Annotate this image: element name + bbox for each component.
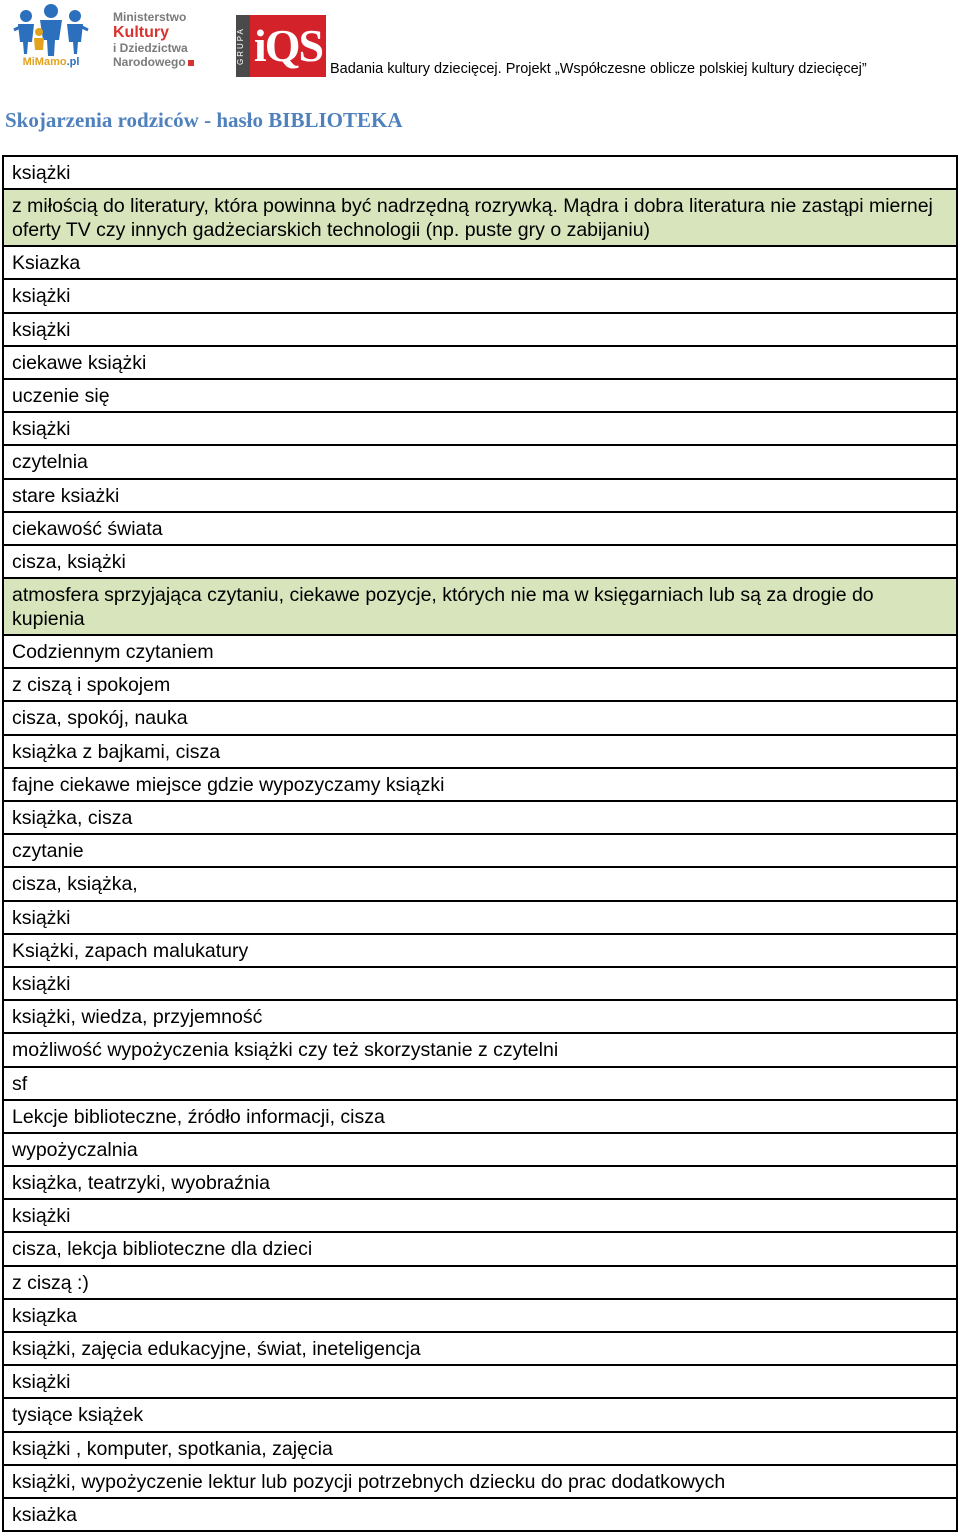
table-row: książka z bajkami, cisza	[2, 736, 958, 769]
table-row: możliwość wypożyczenia książki czy też skorzystanie z czytelni	[2, 1034, 958, 1067]
table-row: książki, wypożyczenie lektur lub pozycji potrzebnych dziecku do prac dodatkowych	[2, 1466, 958, 1499]
table-row: atmosfera sprzyjająca czytaniu, ciekawe pozycje, których nie ma w księgarniach lub są za drogie do kupienia	[2, 579, 958, 636]
ministry-logo	[113, 10, 223, 74]
table-row: z miłością do literatury, która powinna być nadrzędną rozrywką. Mądra i dobra literatura nie zastąpi miernej oferty TV czy innych gadżeciarskich technologii (np. puste gry o zabijaniu)	[2, 190, 958, 247]
ministry-line-4: Narodowego	[113, 55, 223, 69]
header-caption: Badania kultury dziecięcej. Projekt „Współczesne oblicze polskiej kultury dziecięcej”	[330, 61, 867, 77]
table-row: ciekawość świata	[2, 513, 958, 546]
table-row: Codziennym czytaniem	[2, 636, 958, 669]
ministry-line-1: Ministerstwo	[113, 10, 187, 24]
table-row: wypożyczalnia	[2, 1134, 958, 1167]
iqs-side-label: GRUPA	[236, 15, 250, 77]
family-figures-icon	[12, 2, 90, 58]
table-row: uczenie się	[2, 380, 958, 413]
table-row: czytanie	[2, 835, 958, 868]
table-row: książki	[2, 902, 958, 935]
table-row: książki	[2, 1200, 958, 1233]
answers-table	[2, 155, 958, 1532]
ministry-line-3: i Dziedzictwa	[113, 41, 188, 55]
table-row: fajne ciekawe miejsce gdzie wypozyczamy ksiązki	[2, 769, 958, 802]
table-row: książki	[2, 968, 958, 1001]
table-row: ksiązka	[2, 1300, 958, 1333]
table-row: książki	[2, 314, 958, 347]
table-row: cisza, książka,	[2, 868, 958, 901]
table-row: książka, cisza	[2, 802, 958, 835]
ministry-dot-icon	[188, 60, 194, 66]
table-row: Książki, zapach malukatury	[2, 935, 958, 968]
table-row: czytelnia	[2, 446, 958, 479]
table-row: ciekawe książki	[2, 347, 958, 380]
iqs-logo	[236, 15, 326, 77]
ministry-line-2: Kultury	[113, 24, 169, 41]
table-row: ksiażka	[2, 1499, 958, 1532]
table-row: książka, teatrzyki, wyobraźnia	[2, 1167, 958, 1200]
table-row: książki, zajęcia edukacyjne, świat, ineteligencja	[2, 1333, 958, 1366]
mimamo-wordmark: MiMamo.pl	[22, 56, 80, 68]
table-row: stare ksiażki	[2, 480, 958, 513]
table-row: książki	[2, 1366, 958, 1399]
table-row: książki, wiedza, przyjemność	[2, 1001, 958, 1034]
table-row: cisza, książki	[2, 546, 958, 579]
table-row: książki	[2, 157, 958, 190]
table-row: sf	[2, 1068, 958, 1101]
table-row: Ksiazka	[2, 247, 958, 280]
table-row: książki	[2, 413, 958, 446]
table-row: z ciszą i spokojem	[2, 669, 958, 702]
table-row: książki , komputer, spotkania, zajęcia	[2, 1433, 958, 1466]
iqs-wordmark: iQS	[250, 15, 326, 77]
table-row: z ciszą :)	[2, 1267, 958, 1300]
table-row: Lekcje biblioteczne, źródło informacji, cisza	[2, 1101, 958, 1134]
table-row: książki	[2, 280, 958, 313]
table-row: cisza, spokój, nauka	[2, 702, 958, 735]
page-header	[0, 0, 960, 90]
table-row: cisza, lekcja biblioteczne dla dzieci	[2, 1233, 958, 1266]
document-title: Skojarzenia rodziców - hasło BIBLIOTEKA	[5, 108, 403, 132]
mimamo-logo	[12, 2, 90, 72]
table-row: tysiące książek	[2, 1399, 958, 1432]
